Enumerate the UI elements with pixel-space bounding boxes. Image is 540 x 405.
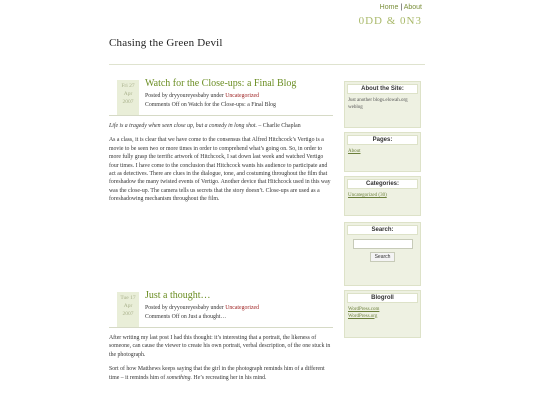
post-header bbox=[109, 292, 333, 324]
post-paragraph: As a class, it is clear that we have come to the consensus that Alfred Hitchcock’s Vertigo is a movie to be seen two or more times in order to comprehend what’s going on. So, in order to more fully grasp the terrific artwork of Hitchcock, I sat down last week and watched Vertigo four times. I have come to the conclusion that Hitchcock wants his audience to participate and act as detectives. There are clues in the dialogue, tone, and costuming throughout the film that foreshadow the many twisted events of Vertigo. Another device that Hitchcock used in this way was the close-up. The camera tells us secrets that the story doesn’t. Close-ups are used as a foreshadowing mechanism throughout the film. bbox=[109, 137, 331, 203]
search-widget bbox=[344, 222, 421, 286]
post-paragraph: After writing my last post I had this thought: it’s interesting that a portrait, the likeness of someone, can cause the viewer to create his own portrait, verbal description, of the one stuck in the photograph. bbox=[109, 335, 331, 358]
date-year: 2007 bbox=[122, 311, 134, 317]
category-uncategorized-link[interactable]: Uncategorized (30) bbox=[348, 193, 387, 198]
search-heading: Search: bbox=[347, 225, 418, 235]
post-comments: Comments Off on Just a thought… bbox=[145, 313, 227, 320]
blogroll-heading: Blogroll bbox=[347, 293, 418, 303]
post-title-link[interactable]: Watch for the Close-ups: a Final Blog bbox=[145, 78, 297, 89]
pages-widget bbox=[344, 132, 421, 172]
post-category-link[interactable]: Uncategorized bbox=[225, 305, 259, 311]
categories-widget bbox=[344, 176, 421, 216]
top-nav bbox=[380, 4, 422, 11]
date-month: Apr bbox=[123, 91, 133, 97]
post-author: Posted by dryyoureyesbaby under bbox=[145, 305, 224, 311]
quote-text: Life is a tragedy when seen close up, but a comedy in long shot. bbox=[109, 123, 257, 129]
post-date bbox=[117, 80, 139, 115]
post-author: Posted by dryyoureyesbaby under bbox=[145, 93, 224, 99]
post-date bbox=[117, 292, 139, 327]
nav-home-link[interactable]: Home bbox=[379, 4, 399, 11]
post-paragraph bbox=[109, 365, 333, 382]
para-text: Sort of how Matthews keeps saying that the girl in the photograph reminds him of a different time – it reminds him of bbox=[109, 366, 325, 381]
blogroll-link[interactable]: WordPress.com bbox=[348, 307, 380, 312]
post-meta bbox=[145, 92, 276, 109]
post-comments: Comments Off on Watch for the Close-ups: a Final Blog bbox=[145, 101, 276, 108]
search-input[interactable] bbox=[353, 239, 413, 249]
post-meta bbox=[145, 304, 259, 321]
date-year: 2007 bbox=[122, 99, 134, 105]
post-body bbox=[109, 334, 333, 382]
blogroll-link[interactable]: WordPress.org bbox=[348, 313, 378, 319]
date-day: Tue 17 bbox=[120, 295, 136, 301]
post-divider bbox=[109, 115, 333, 116]
about-heading: About the Site: bbox=[347, 84, 418, 94]
post-body bbox=[109, 122, 333, 204]
nav-about-link[interactable]: About bbox=[403, 4, 422, 11]
categories-heading: Categories: bbox=[347, 179, 418, 189]
para-text: He’s recreating her in his mind. bbox=[193, 374, 267, 381]
nav-separator: | bbox=[400, 4, 403, 11]
post-1 bbox=[109, 80, 333, 210]
post-quote bbox=[109, 122, 333, 130]
post-category-link[interactable]: Uncategorized bbox=[225, 93, 259, 99]
post-title-link[interactable]: Just a thought… bbox=[145, 290, 211, 301]
search-button[interactable]: Search bbox=[370, 252, 396, 262]
post-divider bbox=[109, 327, 333, 328]
header-divider bbox=[109, 64, 425, 65]
site-title[interactable]: Chasing the Green Devil bbox=[109, 37, 223, 49]
para-emphasis: something. bbox=[166, 374, 192, 381]
about-widget bbox=[344, 81, 421, 128]
date-month: Apr bbox=[123, 303, 133, 309]
post-header bbox=[109, 80, 333, 112]
brand-name: 0DD & 0N3 bbox=[358, 15, 422, 27]
pages-about-link[interactable]: About bbox=[348, 149, 361, 154]
about-text: Just another blogs.elowah.org weblog bbox=[348, 98, 408, 110]
blogroll-widget bbox=[344, 290, 421, 338]
pages-heading: Pages: bbox=[347, 135, 418, 145]
post-2 bbox=[109, 292, 333, 388]
date-day: Fri 27 bbox=[121, 83, 135, 89]
quote-author: – Charlie Chaplan bbox=[258, 123, 301, 129]
